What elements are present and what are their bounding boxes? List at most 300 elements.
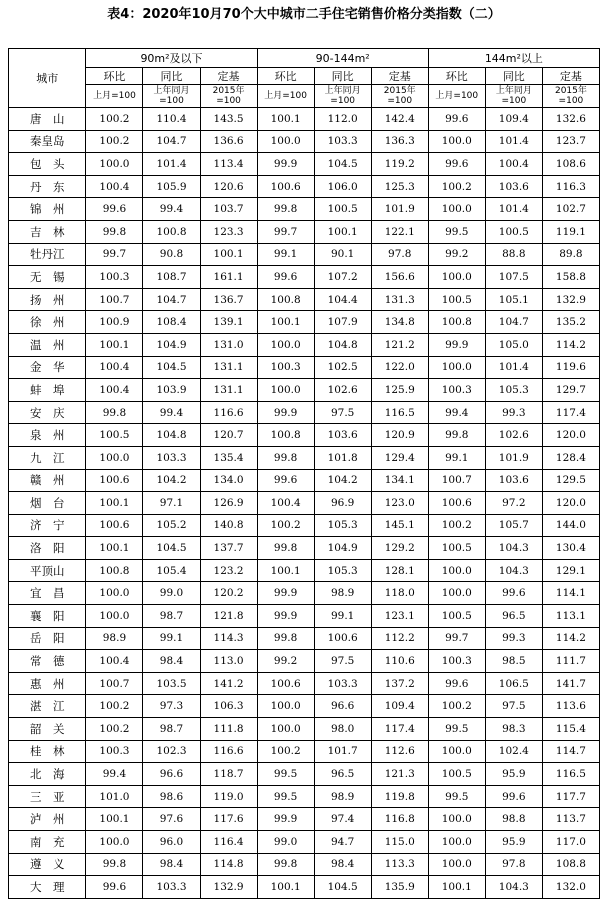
- value-cell: 97.2: [485, 492, 542, 515]
- value-cell: 140.8: [200, 514, 257, 537]
- value-cell: 101.4: [485, 198, 542, 221]
- base-label-mom: 上月=100: [428, 85, 485, 108]
- value-cell: 98.9: [86, 627, 143, 650]
- value-cell: 105.0: [485, 333, 542, 356]
- col-header-mom: 环比: [86, 68, 143, 85]
- value-cell: 104.5: [143, 537, 200, 560]
- value-cell: 113.4: [200, 153, 257, 176]
- table-row: [9, 333, 600, 356]
- value-cell: 100.0: [428, 582, 485, 605]
- city-cell: 牡丹江: [9, 243, 86, 266]
- value-cell: 99.1: [314, 605, 371, 628]
- city-cell: 蚌 埠: [9, 379, 86, 402]
- value-cell: 98.7: [143, 718, 200, 741]
- value-cell: 103.3: [143, 876, 200, 899]
- city-cell: 丹 东: [9, 175, 86, 198]
- group-header-medium: 90-144m²: [257, 49, 428, 68]
- table-row: [9, 695, 600, 718]
- city-cell: 唐 山: [9, 108, 86, 131]
- city-cell: 南 充: [9, 831, 86, 854]
- value-cell: 100.2: [428, 175, 485, 198]
- value-cell: 95.9: [485, 763, 542, 786]
- value-cell: 95.9: [485, 831, 542, 854]
- value-cell: 112.0: [314, 108, 371, 131]
- value-cell: 112.6: [371, 740, 428, 763]
- value-cell: 100.8: [257, 424, 314, 447]
- value-cell: 99.6: [86, 876, 143, 899]
- value-cell: 101.4: [485, 130, 542, 153]
- value-cell: 117.6: [200, 808, 257, 831]
- value-cell: 100.1: [86, 492, 143, 515]
- value-cell: 104.9: [314, 537, 371, 560]
- base-label-base: 2015年=100: [200, 85, 257, 108]
- value-cell: 144.0: [542, 514, 599, 537]
- value-cell: 99.0: [143, 582, 200, 605]
- value-cell: 100.4: [485, 153, 542, 176]
- value-cell: 100.1: [200, 243, 257, 266]
- value-cell: 100.0: [428, 130, 485, 153]
- value-cell: 106.3: [200, 695, 257, 718]
- value-cell: 104.9: [143, 333, 200, 356]
- value-cell: 129.1: [542, 559, 599, 582]
- value-cell: 102.7: [542, 198, 599, 221]
- value-cell: 116.6: [200, 401, 257, 424]
- value-cell: 111.7: [542, 650, 599, 673]
- table-row: [9, 853, 600, 876]
- value-cell: 113.3: [371, 853, 428, 876]
- value-cell: 99.9: [257, 808, 314, 831]
- value-cell: 98.9: [314, 785, 371, 808]
- value-cell: 120.0: [542, 424, 599, 447]
- value-cell: 112.2: [371, 627, 428, 650]
- value-cell: 98.0: [314, 718, 371, 741]
- city-cell: 三 亚: [9, 785, 86, 808]
- value-cell: 101.9: [371, 198, 428, 221]
- value-cell: 99.9: [257, 153, 314, 176]
- value-cell: 100.5: [428, 763, 485, 786]
- value-cell: 116.5: [542, 763, 599, 786]
- value-cell: 130.4: [542, 537, 599, 560]
- col-header-yoy: 同比: [314, 68, 371, 85]
- table-row: [9, 130, 600, 153]
- table-row: [9, 605, 600, 628]
- value-cell: 100.8: [257, 288, 314, 311]
- value-cell: 100.1: [257, 559, 314, 582]
- value-cell: 100.5: [428, 288, 485, 311]
- value-cell: 101.9: [485, 446, 542, 469]
- value-cell: 97.4: [314, 808, 371, 831]
- table-row: [9, 740, 600, 763]
- value-cell: 142.4: [371, 108, 428, 131]
- value-cell: 128.1: [371, 559, 428, 582]
- value-cell: 122.1: [371, 220, 428, 243]
- value-cell: 90.8: [143, 243, 200, 266]
- value-cell: 98.3: [485, 718, 542, 741]
- value-cell: 99.4: [86, 763, 143, 786]
- value-cell: 123.1: [371, 605, 428, 628]
- value-cell: 99.5: [257, 763, 314, 786]
- value-cell: 98.5: [485, 650, 542, 673]
- value-cell: 99.8: [86, 401, 143, 424]
- value-cell: 141.2: [200, 672, 257, 695]
- value-cell: 100.0: [428, 356, 485, 379]
- value-cell: 118.7: [200, 763, 257, 786]
- value-cell: 100.6: [257, 175, 314, 198]
- value-cell: 99.6: [257, 266, 314, 289]
- value-cell: 129.5: [542, 469, 599, 492]
- table-row: [9, 356, 600, 379]
- value-cell: 100.4: [86, 356, 143, 379]
- value-cell: 131.1: [200, 379, 257, 402]
- value-cell: 97.5: [485, 695, 542, 718]
- value-cell: 97.3: [143, 695, 200, 718]
- value-cell: 100.3: [86, 740, 143, 763]
- col-header-base: 定基: [371, 68, 428, 85]
- value-cell: 99.3: [485, 627, 542, 650]
- table-row: [9, 650, 600, 673]
- value-cell: 99.8: [86, 220, 143, 243]
- value-cell: 105.9: [143, 175, 200, 198]
- city-cell: 岳 阳: [9, 627, 86, 650]
- value-cell: 99.6: [428, 672, 485, 695]
- value-cell: 100.8: [143, 220, 200, 243]
- group-header-small: 90m²及以下: [86, 49, 257, 68]
- value-cell: 94.7: [314, 831, 371, 854]
- value-cell: 98.6: [143, 785, 200, 808]
- value-cell: 137.2: [371, 672, 428, 695]
- value-cell: 99.3: [485, 401, 542, 424]
- value-cell: 100.6: [86, 469, 143, 492]
- value-cell: 128.4: [542, 446, 599, 469]
- value-cell: 102.6: [485, 424, 542, 447]
- city-cell: 大 理: [9, 876, 86, 899]
- city-cell: 韶 关: [9, 718, 86, 741]
- value-cell: 100.2: [257, 514, 314, 537]
- base-label-yoy: 上年同月=100: [314, 85, 371, 108]
- value-cell: 100.2: [428, 514, 485, 537]
- value-cell: 104.5: [314, 153, 371, 176]
- value-cell: 143.5: [200, 108, 257, 131]
- value-cell: 123.2: [200, 559, 257, 582]
- value-cell: 119.2: [371, 153, 428, 176]
- value-cell: 96.6: [314, 695, 371, 718]
- value-cell: 141.7: [542, 672, 599, 695]
- value-cell: 99.4: [143, 401, 200, 424]
- city-cell: 秦皇岛: [9, 130, 86, 153]
- value-cell: 116.6: [200, 740, 257, 763]
- value-cell: 135.9: [371, 876, 428, 899]
- city-cell: 赣 州: [9, 469, 86, 492]
- city-cell: 无 锡: [9, 266, 86, 289]
- value-cell: 104.2: [314, 469, 371, 492]
- value-cell: 105.3: [314, 559, 371, 582]
- value-cell: 100.8: [86, 559, 143, 582]
- value-cell: 116.3: [542, 175, 599, 198]
- table-row: [9, 108, 600, 131]
- value-cell: 120.9: [371, 424, 428, 447]
- table-row: [9, 446, 600, 469]
- col-header-base: 定基: [542, 68, 599, 85]
- value-cell: 114.2: [542, 333, 599, 356]
- value-cell: 100.0: [257, 695, 314, 718]
- value-cell: 100.0: [428, 808, 485, 831]
- value-cell: 105.2: [143, 514, 200, 537]
- city-cell: 泉 州: [9, 424, 86, 447]
- table-row: [9, 537, 600, 560]
- value-cell: 100.3: [428, 379, 485, 402]
- city-cell: 徐 州: [9, 311, 86, 334]
- value-cell: 100.1: [86, 537, 143, 560]
- value-cell: 99.8: [86, 853, 143, 876]
- value-cell: 99.6: [428, 108, 485, 131]
- value-cell: 100.8: [428, 311, 485, 334]
- table-row: [9, 672, 600, 695]
- table-row: [9, 582, 600, 605]
- value-cell: 100.7: [86, 288, 143, 311]
- value-cell: 113.6: [542, 695, 599, 718]
- value-cell: 104.2: [143, 469, 200, 492]
- value-cell: 114.2: [542, 627, 599, 650]
- value-cell: 132.0: [542, 876, 599, 899]
- value-cell: 131.1: [200, 356, 257, 379]
- value-cell: 99.6: [485, 785, 542, 808]
- value-cell: 98.9: [314, 582, 371, 605]
- value-cell: 98.7: [143, 605, 200, 628]
- col-header-yoy: 同比: [143, 68, 200, 85]
- table-row: [9, 514, 600, 537]
- value-cell: 100.0: [428, 831, 485, 854]
- value-cell: 97.1: [143, 492, 200, 515]
- value-cell: 99.0: [257, 831, 314, 854]
- value-cell: 99.9: [257, 401, 314, 424]
- table-row: [9, 379, 600, 402]
- value-cell: 103.6: [485, 469, 542, 492]
- city-cell: 安 庆: [9, 401, 86, 424]
- value-cell: 113.1: [542, 605, 599, 628]
- city-cell: 遵 义: [9, 853, 86, 876]
- value-cell: 132.9: [542, 288, 599, 311]
- value-cell: 110.4: [143, 108, 200, 131]
- value-cell: 89.8: [542, 243, 599, 266]
- value-cell: 99.7: [86, 243, 143, 266]
- value-cell: 136.7: [200, 288, 257, 311]
- base-label-base: 2015年=100: [542, 85, 599, 108]
- value-cell: 100.1: [86, 333, 143, 356]
- table-row: [9, 243, 600, 266]
- value-cell: 110.6: [371, 650, 428, 673]
- value-cell: 115.0: [371, 831, 428, 854]
- value-cell: 111.8: [200, 718, 257, 741]
- value-cell: 100.5: [86, 424, 143, 447]
- value-cell: 100.2: [428, 695, 485, 718]
- group-header-large: 144m²以上: [428, 49, 599, 68]
- value-cell: 102.5: [314, 356, 371, 379]
- value-cell: 114.7: [542, 740, 599, 763]
- value-cell: 99.1: [143, 627, 200, 650]
- city-cell: 宜 昌: [9, 582, 86, 605]
- city-cell: 常 德: [9, 650, 86, 673]
- value-cell: 100.0: [86, 446, 143, 469]
- price-index-table: [8, 48, 600, 899]
- value-cell: 106.5: [485, 672, 542, 695]
- value-cell: 99.8: [257, 627, 314, 650]
- value-cell: 117.4: [542, 401, 599, 424]
- value-cell: 100.7: [86, 672, 143, 695]
- value-cell: 97.8: [371, 243, 428, 266]
- value-cell: 105.7: [485, 514, 542, 537]
- value-cell: 99.6: [257, 469, 314, 492]
- value-cell: 108.6: [542, 153, 599, 176]
- value-cell: 101.4: [485, 356, 542, 379]
- table-row: [9, 469, 600, 492]
- table-body: [9, 108, 600, 899]
- value-cell: 117.0: [542, 831, 599, 854]
- value-cell: 99.8: [257, 537, 314, 560]
- col-header-base: 定基: [200, 68, 257, 85]
- value-cell: 99.6: [428, 153, 485, 176]
- table-row: [9, 220, 600, 243]
- value-cell: 101.8: [314, 446, 371, 469]
- value-cell: 120.2: [200, 582, 257, 605]
- value-cell: 100.5: [314, 198, 371, 221]
- value-cell: 101.7: [314, 740, 371, 763]
- base-label-yoy: 上年同月=100: [143, 85, 200, 108]
- value-cell: 100.1: [257, 311, 314, 334]
- value-cell: 131.0: [200, 333, 257, 356]
- value-cell: 114.8: [200, 853, 257, 876]
- value-cell: 114.1: [542, 582, 599, 605]
- value-cell: 131.3: [371, 288, 428, 311]
- value-cell: 119.1: [542, 220, 599, 243]
- value-cell: 99.1: [257, 243, 314, 266]
- value-cell: 129.4: [371, 446, 428, 469]
- value-cell: 109.4: [371, 695, 428, 718]
- value-cell: 119.8: [371, 785, 428, 808]
- value-cell: 100.1: [257, 876, 314, 899]
- value-cell: 97.6: [143, 808, 200, 831]
- value-cell: 99.4: [143, 198, 200, 221]
- value-cell: 100.1: [257, 108, 314, 131]
- value-cell: 100.6: [428, 492, 485, 515]
- base-label-yoy: 上年同月=100: [485, 85, 542, 108]
- value-cell: 121.2: [371, 333, 428, 356]
- value-cell: 100.2: [257, 740, 314, 763]
- value-cell: 120.6: [200, 175, 257, 198]
- value-cell: 104.7: [143, 130, 200, 153]
- base-label-base: 2015年=100: [371, 85, 428, 108]
- table-row: [9, 311, 600, 334]
- table-row: [9, 785, 600, 808]
- value-cell: 97.5: [314, 650, 371, 673]
- value-cell: 123.3: [200, 220, 257, 243]
- table-row: [9, 492, 600, 515]
- value-cell: 96.0: [143, 831, 200, 854]
- value-cell: 104.3: [485, 537, 542, 560]
- value-cell: 120.0: [542, 492, 599, 515]
- table-row: [9, 266, 600, 289]
- value-cell: 103.3: [314, 130, 371, 153]
- value-cell: 145.1: [371, 514, 428, 537]
- value-cell: 106.0: [314, 175, 371, 198]
- value-cell: 100.1: [428, 876, 485, 899]
- city-cell: 吉 林: [9, 220, 86, 243]
- value-cell: 99.2: [257, 650, 314, 673]
- value-cell: 103.7: [200, 198, 257, 221]
- table-row: [9, 831, 600, 854]
- value-cell: 123.7: [542, 130, 599, 153]
- value-cell: 99.9: [257, 582, 314, 605]
- value-cell: 122.0: [371, 356, 428, 379]
- value-cell: 113.0: [200, 650, 257, 673]
- value-cell: 99.4: [428, 401, 485, 424]
- value-cell: 100.6: [86, 514, 143, 537]
- value-cell: 100.0: [86, 582, 143, 605]
- city-cell: 惠 州: [9, 672, 86, 695]
- value-cell: 136.6: [200, 130, 257, 153]
- value-cell: 99.8: [257, 446, 314, 469]
- value-cell: 125.3: [371, 175, 428, 198]
- value-cell: 98.4: [143, 650, 200, 673]
- value-cell: 100.0: [257, 333, 314, 356]
- value-cell: 100.3: [428, 650, 485, 673]
- value-cell: 116.4: [200, 831, 257, 854]
- value-cell: 100.0: [428, 559, 485, 582]
- value-cell: 116.8: [371, 808, 428, 831]
- value-cell: 100.4: [257, 492, 314, 515]
- value-cell: 100.3: [86, 266, 143, 289]
- table-row: [9, 808, 600, 831]
- value-cell: 117.7: [542, 785, 599, 808]
- value-cell: 102.6: [314, 379, 371, 402]
- value-cell: 96.5: [485, 605, 542, 628]
- table-row: [9, 763, 600, 786]
- value-cell: 103.5: [143, 672, 200, 695]
- value-cell: 103.6: [485, 175, 542, 198]
- value-cell: 97.8: [485, 853, 542, 876]
- city-cell: 锦 州: [9, 198, 86, 221]
- value-cell: 161.1: [200, 266, 257, 289]
- city-cell: 洛 阳: [9, 537, 86, 560]
- city-column-header: 城市: [9, 49, 86, 108]
- value-cell: 88.8: [485, 243, 542, 266]
- value-cell: 121.3: [371, 763, 428, 786]
- table-row: [9, 718, 600, 741]
- value-cell: 97.5: [314, 401, 371, 424]
- value-cell: 99.5: [428, 785, 485, 808]
- value-cell: 99.9: [257, 605, 314, 628]
- value-cell: 100.5: [428, 605, 485, 628]
- value-cell: 100.2: [86, 108, 143, 131]
- value-cell: 98.4: [314, 853, 371, 876]
- value-cell: 132.6: [542, 108, 599, 131]
- value-cell: 98.4: [143, 853, 200, 876]
- value-cell: 126.9: [200, 492, 257, 515]
- value-cell: 100.3: [257, 356, 314, 379]
- value-cell: 117.4: [371, 718, 428, 741]
- col-header-mom: 环比: [428, 68, 485, 85]
- value-cell: 134.1: [371, 469, 428, 492]
- col-header-yoy: 同比: [485, 68, 542, 85]
- city-cell: 包 头: [9, 153, 86, 176]
- value-cell: 103.6: [314, 424, 371, 447]
- city-cell: 扬 州: [9, 288, 86, 311]
- table-row: [9, 401, 600, 424]
- value-cell: 100.4: [86, 175, 143, 198]
- value-cell: 101.4: [143, 153, 200, 176]
- value-cell: 90.1: [314, 243, 371, 266]
- value-cell: 96.6: [143, 763, 200, 786]
- value-cell: 135.4: [200, 446, 257, 469]
